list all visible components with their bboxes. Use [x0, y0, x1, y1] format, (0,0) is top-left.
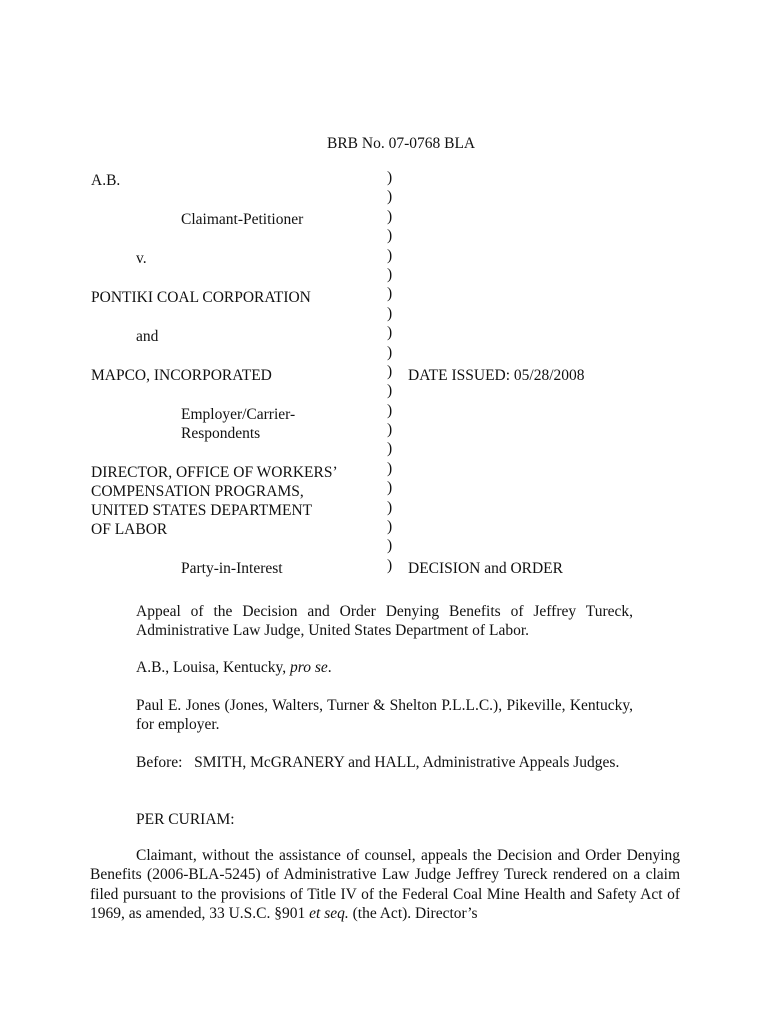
director-line2: COMPENSATION PROGRAMS, [91, 483, 304, 500]
date-issued: DATE ISSUED: 05/28/2008 [408, 367, 585, 384]
caption-paren: ) [387, 207, 393, 225]
versus: v. [136, 250, 147, 267]
caption-paren: ) [387, 362, 393, 380]
docket-number: BRB No. 07-0768 BLA [327, 135, 476, 152]
claimant-role: Claimant-Petitioner [181, 211, 304, 228]
caption-paren-column [387, 168, 392, 575]
claimant-name: A.B. [91, 172, 121, 189]
employer-role-line2: Respondents [181, 425, 261, 442]
caption-paren: ) [387, 421, 393, 439]
caption-paren: ) [387, 285, 393, 303]
body-text-1: Claimant, without the assistance of counsel, appeals the Decision and Order Denying Benefits (2006-BLA-5245) of Administrative Law Judge Jeffrey Tureck rendered on a claim filed pursuant to the provisions of Title IV of the Federal Coal Mine Health and Safety Act of 1969, as amended, 33 U.S.C. §901 [90, 847, 680, 923]
caption-paren: ) [387, 479, 393, 497]
caption-paren: ) [387, 459, 393, 477]
party-role: Party-in-Interest [181, 560, 283, 577]
caption-paren: ) [387, 227, 393, 245]
caption-paren: ) [387, 518, 393, 536]
claimant-appearance-end: . [327, 659, 332, 676]
before-judges: Before: SMITH, McGRANERY and HALL, Administrative Appeals Judges. [136, 754, 620, 771]
caption-paren: ) [387, 169, 393, 186]
director-line1: DIRECTOR, OFFICE OF WORKERS’ [91, 464, 338, 481]
caption-paren: ) [387, 265, 393, 283]
caption-paren: ) [387, 537, 393, 555]
body-paragraph [90, 846, 680, 924]
caption-paren: ) [387, 343, 393, 361]
director-line4: OF LABOR [91, 521, 168, 538]
decision-title: DECISION and ORDER [408, 560, 563, 577]
employer-role-line1: Employer/Carrier- [181, 406, 296, 423]
per-curiam: PER CURIAM: [136, 811, 235, 828]
caption-paren: ) [387, 304, 393, 322]
director-line3: UNITED STATES DEPARTMENT [91, 502, 313, 519]
appeal-paragraph: Appeal of the Decision and Order Denying Benefits of Jeffrey Tureck, Administrative Law Judge, United States Department of Labor. [136, 603, 633, 640]
pro-se-italic: pro se [289, 659, 328, 676]
caption-paren: ) [387, 556, 393, 574]
caption-paren: ) [387, 382, 393, 400]
claimant-appearance-text: A.B., Louisa, Kentucky, [136, 659, 290, 676]
et-seq-italic: et seq. [309, 905, 349, 923]
caption-paren: ) [387, 401, 393, 419]
employer-counsel: Paul E. Jones (Jones, Walters, Turner & Shelton P.L.L.C.), Pikeville, Kentucky, for employer. [136, 697, 633, 734]
caption-paren: ) [387, 188, 393, 206]
caption-paren: ) [387, 246, 393, 264]
caption-paren: ) [387, 440, 393, 458]
and-connector: and [136, 328, 159, 345]
claimant-appearance [136, 658, 633, 677]
employer-name: PONTIKI COAL CORPORATION [91, 289, 311, 306]
carrier-name: MAPCO, INCORPORATED [91, 367, 272, 384]
caption-paren: ) [387, 498, 393, 516]
caption-paren: ) [387, 324, 393, 342]
body-text-2: (the Act). Director’s [348, 905, 478, 923]
